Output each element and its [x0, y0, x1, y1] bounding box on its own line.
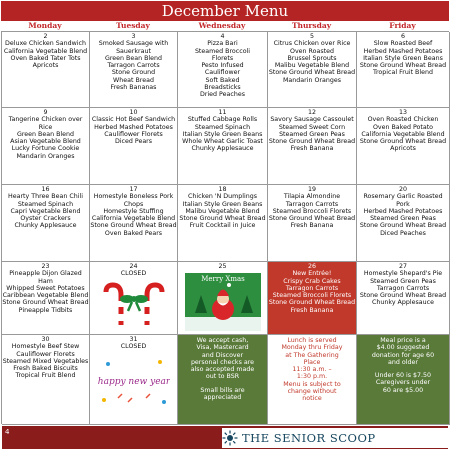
menu-item: Cauliflower — [204, 69, 241, 77]
menu-item: Green Bean Blend — [104, 54, 163, 62]
menu-item: Steamed Broccoli Florets — [272, 207, 352, 215]
menu-item: Hearty Three Bean Chili — [8, 193, 83, 201]
day-cell-6 — [357, 32, 450, 108]
menu-item: Tropical Fruit Blend — [15, 372, 76, 380]
menu-item: Slow Roasted Beef — [373, 40, 433, 48]
merry-xmas-text: Merry Xmas — [200, 275, 245, 284]
menu-item: New Entrée! — [292, 270, 332, 278]
info-line: 1:30 p.m. — [296, 373, 328, 381]
info-line: 11:30 a.m. – — [292, 366, 332, 374]
menu-item: Pineapple Dijon Glazed Ham — [9, 270, 82, 285]
weekday-friday: Friday — [389, 21, 416, 30]
menu-item: Stone Ground Wheat Bread — [268, 138, 356, 146]
merry-xmas-caption — [185, 273, 261, 283]
info-line: Caregivers under — [375, 379, 431, 387]
day-number: 6 — [400, 33, 405, 40]
day-number: 20 — [398, 186, 407, 193]
menu-item: Fresh Banana — [290, 306, 334, 314]
menu-item: Tropical Fruit Blend — [373, 69, 433, 77]
menu-item: Chunky Applesauce — [372, 299, 434, 307]
menu-item: Stuffed Cabbage Rolls — [187, 116, 258, 124]
menu-item: Fruit Cocktail in Juice — [189, 222, 256, 230]
menu-item: Soft Baked — [205, 76, 240, 84]
menu-item: Fresh Bananas — [110, 84, 157, 92]
day-number: 19 — [307, 186, 316, 193]
info-line: and Discover — [201, 351, 244, 359]
menu-item: Florets — [211, 54, 234, 62]
menu-item: Stone Ground Wheat Bread — [90, 222, 177, 230]
menu-item: Rosemary Garlic Roasted Pork — [363, 193, 443, 208]
happy-new-year-illustration — [98, 354, 170, 410]
day-number: 23 — [41, 263, 50, 270]
day-number: 5 — [309, 33, 314, 40]
weekday-monday: Monday — [28, 21, 62, 30]
menu-item: Tarragon Carrots — [107, 62, 160, 70]
info-line: personal checks are — [190, 358, 255, 366]
menu-item: Stone Ground Wheat Bread — [359, 62, 447, 70]
info-line: Place — [303, 358, 321, 366]
info-line: Lunch is served — [287, 337, 337, 344]
day-number: 4 — [220, 33, 225, 40]
menu-item: Diced Pears — [114, 138, 153, 146]
menu-item: Herbed Mashed Potatoes — [363, 207, 443, 215]
menu-item: Pesto Infused — [201, 62, 244, 70]
day-cell-13 — [357, 108, 450, 185]
menu-item: Chunky Applesauce — [191, 145, 254, 153]
day-cell-16 — [2, 185, 90, 262]
day-number: 2 — [43, 33, 48, 40]
menu-item: Brussel Sprouts — [287, 54, 337, 62]
day-number: 25 — [218, 263, 227, 270]
menu-item: California Vegetable Blend — [361, 130, 445, 138]
day-number: 31 — [129, 336, 138, 343]
day-number: 30 — [41, 336, 50, 343]
info-line: Monday thru Friday — [281, 344, 343, 352]
menu-item: Cauliflower Florets — [104, 130, 163, 138]
menu-item: Herbed Mashed Potatoes — [363, 47, 443, 55]
lunch-info-box — [268, 335, 357, 425]
menu-item: Steamed Green Peas — [370, 215, 436, 223]
info-line: and older — [388, 358, 418, 366]
menu-item: Breadsticks — [204, 84, 241, 92]
day-number: 10 — [129, 109, 138, 116]
menu-item: Steamed Broccoli Florets — [272, 292, 352, 300]
brand-name: THE SENIOR SCOOP — [242, 431, 376, 445]
info-line: Meal price is a — [380, 337, 426, 344]
menu-item: Green Bean Blend — [16, 130, 75, 138]
day-cell-18 — [178, 185, 268, 262]
menu-item: Diced Peaches — [380, 229, 426, 237]
closed-label: CLOSED — [120, 343, 147, 351]
menu-item: Tangerine Chicken over Rice — [8, 116, 83, 131]
menu-item: Stone Ground Wheat Bread — [268, 215, 356, 223]
menu-item: Stone Ground — [111, 69, 156, 77]
weekday-thursday: Thursday — [291, 21, 332, 30]
menu-item: Cauliflower Florets — [16, 350, 75, 358]
brand-logo — [222, 428, 450, 448]
weekday-tuesday: Tuesday — [116, 21, 150, 30]
menu-item: Steamed Green Peas — [370, 277, 436, 285]
day-number: 12 — [307, 109, 316, 116]
menu-item: Stone Ground Wheat Bread — [359, 222, 447, 230]
day-cell-4 — [178, 32, 268, 108]
closed-label: CLOSED — [120, 270, 147, 278]
day-number: 3 — [131, 33, 136, 40]
menu-item: Homestyle Boneless Pork Chops — [93, 193, 174, 208]
info-line: We accept cash, — [196, 337, 249, 344]
menu-item: Dried Peaches — [200, 91, 245, 99]
day-number: 24 — [129, 263, 138, 270]
day-cell-30 — [2, 335, 90, 425]
menu-item: Steamed Green Peas — [279, 130, 345, 138]
menu-item: Steamed Spinach — [17, 200, 74, 208]
menu-item: Oven Baked Tater Tots — [10, 54, 81, 62]
info-line: appreciated — [203, 394, 242, 402]
menu-item: Apricots — [390, 145, 416, 153]
menu-item: Malibu Vegetable Blend — [185, 207, 260, 215]
info-line: change without — [287, 388, 337, 396]
menu-item: Chunky Applesauce — [14, 222, 77, 230]
info-line: at The Gathering — [285, 351, 339, 359]
menu-item: Stone Ground Wheat Bread — [359, 292, 447, 300]
menu-item: Pizza Bari — [207, 40, 238, 48]
day-cell-19 — [268, 185, 357, 262]
day-cell-31 — [90, 335, 178, 425]
menu-item: Steamed Sweet Corn — [278, 123, 346, 131]
menu-item: Tarragon Carrots — [285, 284, 339, 292]
day-number: 13 — [398, 109, 407, 116]
menu-item: Capri Vegetable Blend — [10, 207, 81, 215]
menu-item: Apricots — [32, 62, 59, 70]
menu-item: Homestyle Beef Stew — [11, 343, 80, 351]
menu-item: Deluxe Chicken Sandwich — [5, 40, 86, 48]
info-line: notice — [302, 395, 322, 403]
info-line: Menu is subject to — [283, 380, 341, 388]
menu-item: California Vegetable Blend — [3, 47, 88, 55]
day-cell-27 — [357, 262, 450, 335]
day-cell-26 — [268, 262, 357, 335]
menu-item: Citrus Chicken over Rice — [273, 40, 351, 48]
menu-item: Mandarin Oranges — [16, 152, 75, 160]
candy-cane-bow-icon — [103, 281, 165, 327]
menu-calendar-grid — [1, 31, 449, 424]
menu-item: Whipped Sweet Potatoes — [6, 284, 85, 292]
info-line: also accepted made — [190, 366, 255, 374]
menu-item: Steamed Spinach — [194, 123, 251, 131]
menu-item: Asian Vegetable Blend — [10, 138, 81, 146]
day-cell-11 — [178, 108, 268, 185]
menu-item: Oven Baked Potato — [372, 123, 434, 131]
day-number: 9 — [43, 109, 48, 116]
menu-item: Fresh Baked Biscuits — [13, 365, 78, 373]
menu-item: Italian Style Green Beans — [363, 54, 443, 62]
info-line: 60 are $5.00 — [382, 386, 424, 394]
menu-item: California Vegetable Blend — [91, 215, 176, 223]
day-cell-24 — [90, 262, 178, 335]
menu-item: Fresh Banana — [290, 145, 334, 153]
menu-item: Mandarin Oranges — [282, 76, 341, 84]
menu-item: Classic Hot Beef Sandwich — [91, 116, 176, 124]
info-line: out to BSR — [205, 373, 240, 381]
menu-item: Stone Ground Wheat Bread — [359, 138, 447, 146]
menu-item: Steamed Broccoli — [194, 47, 251, 55]
happy-new-year-text: happy new year — [97, 376, 170, 387]
day-cell-17 — [90, 185, 178, 262]
day-cell-12 — [268, 108, 357, 185]
menu-item: Pineapple Tidbits — [18, 306, 73, 314]
menu-item: Oven Baked Pears — [104, 229, 163, 237]
menu-item: Stone Ground Wheat Bread — [268, 299, 356, 307]
menu-item: Savory Sausage Cassoulet — [270, 116, 354, 124]
menu-item: Steamed Mixed Vegetables — [2, 357, 89, 365]
day-cell-20 — [357, 185, 450, 262]
day-number: 18 — [218, 186, 227, 193]
menu-item: Stone Ground Wheat Bread — [179, 215, 266, 223]
menu-item: Whole Wheat Garlic Toast — [182, 138, 263, 146]
day-cell-25 — [178, 262, 268, 335]
menu-item: Crispy Crab Cakes — [283, 277, 341, 285]
menu-item: Tilapia Almondine — [283, 193, 341, 201]
menu-item: Fresh Banana — [290, 222, 334, 230]
day-number: 26 — [307, 263, 316, 270]
menu-title: December Menu — [1, 1, 449, 21]
menu-item: Stone Ground Wheat Bread — [268, 69, 356, 77]
day-number: 11 — [218, 109, 227, 116]
day-cell-10 — [90, 108, 178, 185]
menu-item: Italian Style Green Beans — [182, 200, 263, 208]
menu-item: Chicken 'N Dumplings — [187, 193, 258, 201]
info-line: Small bills are — [200, 386, 245, 394]
day-cell-9 — [2, 108, 90, 185]
price-info-box — [357, 335, 450, 425]
menu-item: Homestyle Shepard's Pie — [363, 270, 443, 278]
day-cell-2 — [2, 32, 90, 108]
weekday-wednesday: Wednesday — [198, 21, 246, 30]
menu-item: Tarragon Carrots — [285, 200, 339, 208]
day-cell-5 — [268, 32, 357, 108]
info-line: donation for age 60 — [371, 351, 435, 359]
menu-item: Oven Roasted — [290, 47, 334, 55]
menu-item: Herbed Mashed Potatoes — [94, 123, 173, 131]
day-cell-3 — [90, 32, 178, 108]
weekday-header-row — [1, 21, 449, 31]
menu-item: Smoked Sausage with Sauerkraut — [98, 40, 169, 55]
sunburst-logo-icon — [222, 430, 238, 446]
menu-item: Oven Roasted Chicken — [367, 116, 439, 124]
menu-item: Stone Ground Wheat Bread — [2, 299, 89, 307]
day-number: 17 — [129, 186, 138, 193]
menu-item: Malibu Vegetable Blend — [274, 62, 350, 70]
info-line: Visa, Mastercard — [196, 344, 249, 352]
menu-item: Caribbean Vegetable Blend — [2, 292, 89, 300]
payment-info-box — [178, 335, 268, 425]
menu-item: Oyster Crackers — [20, 215, 71, 223]
menu-item: Tarragon Carrots — [376, 284, 430, 292]
info-line: $4.00 suggested — [376, 344, 430, 352]
day-number: 16 — [41, 186, 50, 193]
info-line: Under 60 is $7.50 — [374, 372, 432, 380]
menu-item: Italian Style Green Beans — [182, 130, 263, 138]
day-cell-23 — [2, 262, 90, 335]
page-number: 4 — [5, 428, 10, 436]
menu-item: Homestyle Stuffing — [103, 207, 164, 215]
day-number: 27 — [398, 263, 407, 270]
menu-item: Lucky Fortune Cookie — [11, 145, 80, 153]
menu-item: Wheat Bread — [113, 76, 154, 84]
